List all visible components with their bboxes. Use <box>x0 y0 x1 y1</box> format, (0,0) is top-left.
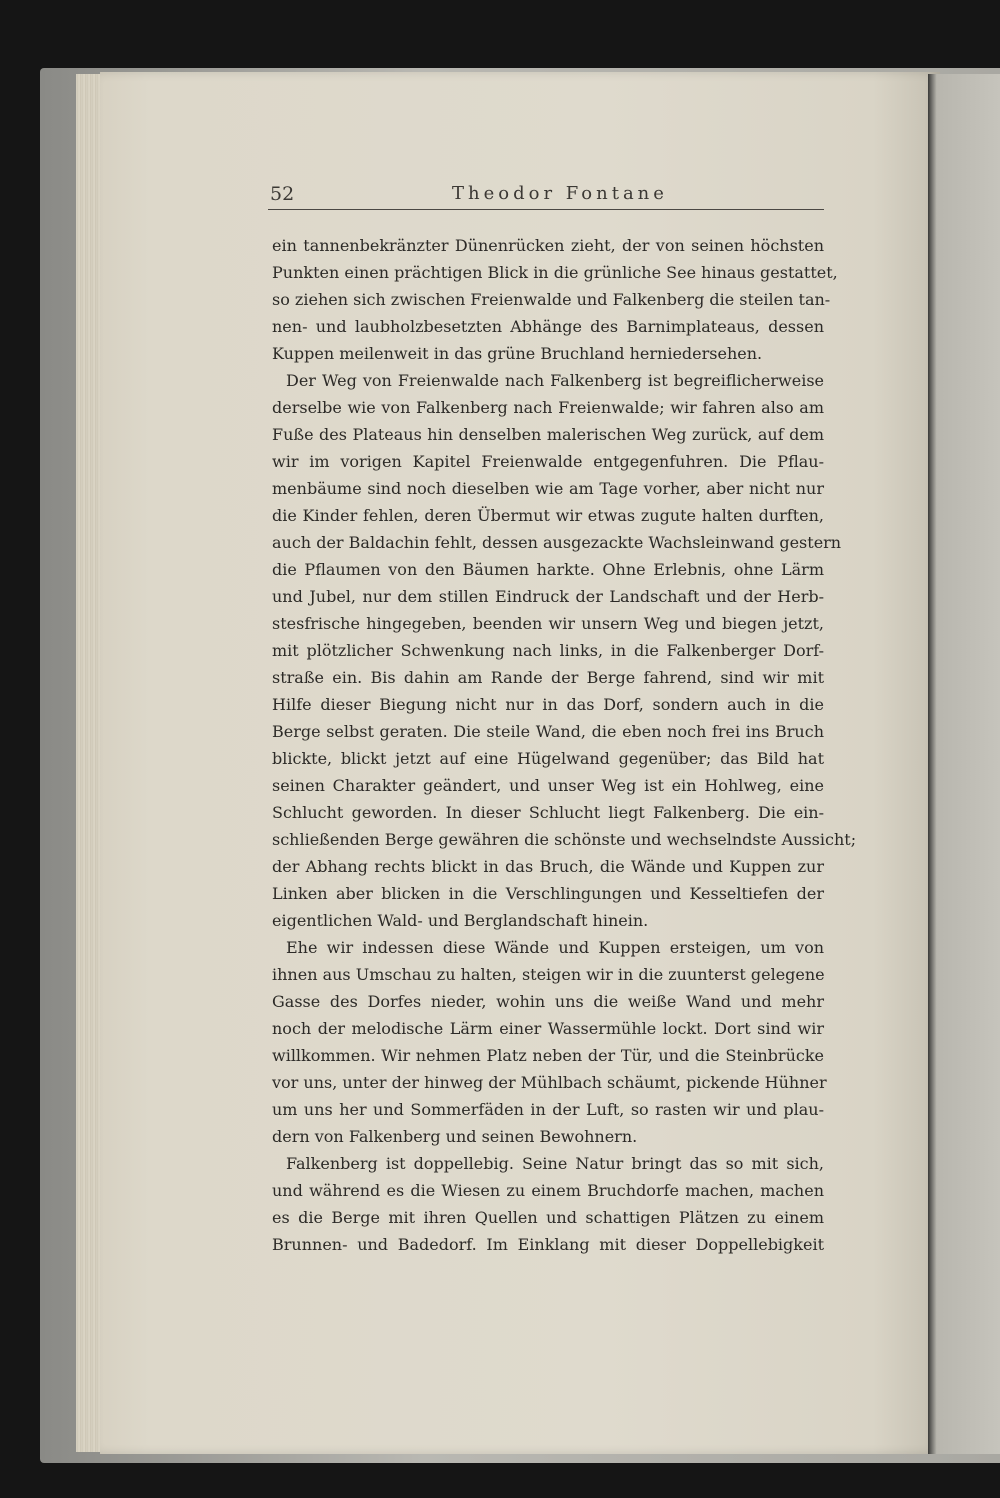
text-line: seinen Charakter geändert, und unser Weg ist ein Hohlweg, eine <box>272 776 824 795</box>
text-line: Berge selbst geraten. Die steile Wand, die eben noch frei ins Bruch <box>272 722 824 741</box>
text-line: es die Berge mit ihren Quellen und schattigen Plätzen zu einem <box>272 1208 824 1227</box>
text-line: die Kinder fehlen, deren Übermut wir etwas zugute halten durften, <box>272 506 824 525</box>
text-line: Der Weg von Freienwalde nach Falkenberg ist begreiflicherweise <box>286 371 824 390</box>
text-line: Kuppen meilenweit in das grüne Bruchland herniedersehen. <box>272 344 763 363</box>
text-line: und während es die Wiesen zu einem Bruchdorfe machen, machen <box>272 1181 824 1200</box>
text-line: Hilfe dieser Biegung nicht nur in das Dorf, sondern auch in die <box>272 695 824 714</box>
text-line: menbäume sind noch dieselben wie am Tage vorher, aber nicht nur <box>272 479 824 498</box>
facing-page-edge <box>928 74 1000 1454</box>
running-title: Theodor Fontane <box>452 183 668 204</box>
running-head <box>268 183 824 210</box>
text-line: blickte, blickt jetzt auf eine Hügelwand gegenüber; das Bild hat <box>272 749 824 768</box>
text-line: ihnen aus Umschau zu halten, steigen wir in die zuunterst gelegene <box>272 965 825 984</box>
text-line: mit plötzlicher Schwenkung nach links, in die Falkenberger Dorf- <box>272 641 824 660</box>
text-line: schließenden Berge gewähren die schönste und wechselndste Aussicht; <box>272 830 857 849</box>
text-line: straße ein. Bis dahin am Rande der Berge fahrend, sind wir mit <box>272 668 824 687</box>
text-line: derselbe wie von Falkenberg nach Freienwalde; wir fahren also am <box>272 398 824 417</box>
text-line: Gasse des Dorfes nieder, wohin uns die weiße Wand und mehr <box>272 992 824 1011</box>
text-line: um uns her und Sommerfäden in der Luft, so rasten wir und plau- <box>272 1100 824 1119</box>
text-line: Schlucht geworden. In dieser Schlucht liegt Falkenberg. Die ein- <box>272 803 824 822</box>
text-line: Fuße des Plateaus hin denselben malerischen Weg zurück, auf dem <box>272 425 824 444</box>
text-line: die Pflaumen von den Bäumen harkte. Ohne Erlebnis, ohne Lärm <box>272 560 824 579</box>
text-line: willkommen. Wir nehmen Platz neben der Tür, und die Steinbrücke <box>272 1046 824 1065</box>
text-line: Ehe wir indessen diese Wände und Kuppen ersteigen, um von <box>286 938 824 957</box>
text-line: wir im vorigen Kapitel Freienwalde entgegenfuhren. Die Pflau- <box>272 452 824 471</box>
text-line: eigentlichen Wald- und Berglandschaft hinein. <box>272 911 649 930</box>
text-line: ein tannenbekränzter Dünenrücken zieht, der von seinen höchsten <box>272 236 824 255</box>
text-line: dern von Falkenberg und seinen Bewohnern. <box>272 1127 638 1146</box>
text-line: der Abhang rechts blickt in das Bruch, die Wände und Kuppen zur <box>272 857 824 876</box>
text-line: Falkenberg ist doppellebig. Seine Natur bringt das so mit sich, <box>286 1154 824 1173</box>
text-line: nen- und laubholzbesetzten Abhänge des Barnimplateaus, dessen <box>272 317 824 336</box>
text-line: und Jubel, nur dem stillen Eindruck der Landschaft und der Herb- <box>272 587 824 606</box>
text-line: Punkten einen prächtigen Blick in die grünliche See hinaus gestattet, <box>272 263 838 282</box>
text-line: stesfrische hingegeben, beenden wir unsern Weg und biegen jetzt, <box>272 614 824 633</box>
text-line: Brunnen- und Badedorf. Im Einklang mit dieser Doppellebigkeit <box>272 1235 824 1254</box>
page-number: 52 <box>270 183 295 205</box>
text-line: vor uns, unter der hinweg der Mühlbach schäumt, pickende Hühner <box>272 1073 827 1092</box>
text-line: so ziehen sich zwischen Freienwalde und Falkenberg die steilen tan- <box>272 290 831 309</box>
text-line: noch der melodische Lärm einer Wassermühle lockt. Dort sind wir <box>272 1019 824 1038</box>
body-text <box>272 232 857 1258</box>
text-line: Linken aber blicken in die Verschlingungen und Kesseltiefen der <box>272 884 824 903</box>
text-line: auch der Baldachin fehlt, dessen ausgezackte Wachsleinwand gestern <box>272 533 842 552</box>
